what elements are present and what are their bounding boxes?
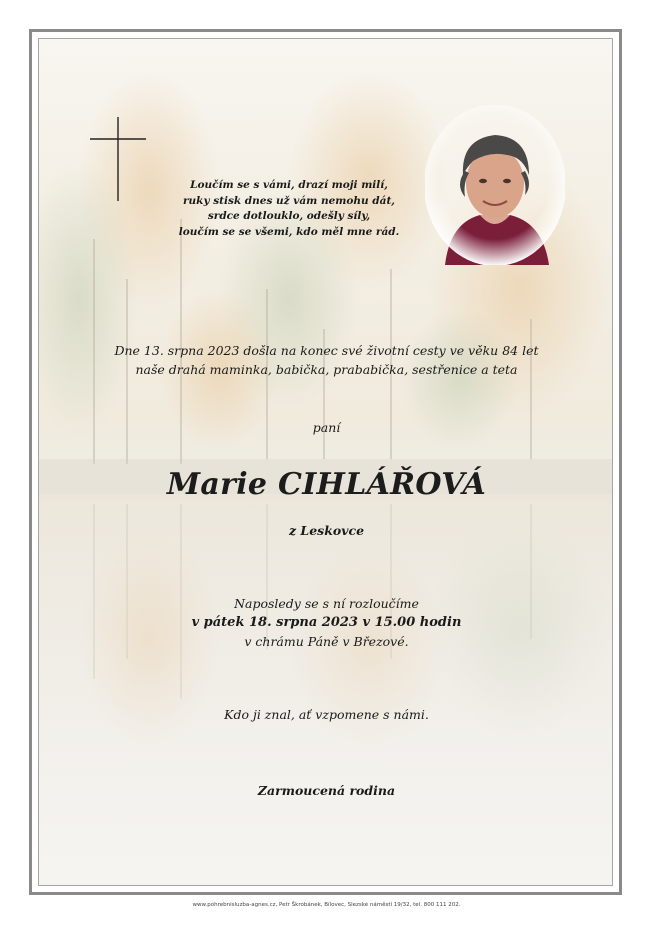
- funeral-service-footer: www.pohrebnisluzba-agnes.cz, Petr Škrobánek, Bílovec, Slezské náměstí 19/32, tel. 800 111 202.: [192, 902, 461, 908]
- ceremony-info: [39, 594, 613, 651]
- portrait-photo: [425, 105, 565, 265]
- farewell-poem: [159, 178, 419, 240]
- deceased-name: Marie CIHLÁŘOVÁ: [166, 467, 487, 502]
- death-announcement: [39, 341, 613, 379]
- parte-card: [38, 38, 613, 886]
- deceased-origin: z Leskovce: [288, 523, 365, 538]
- poem-line: Loučím se s vámi, drazí moji milí,: [190, 179, 388, 191]
- ceremony-intro: Naposledy se s ní rozloučíme: [234, 596, 419, 611]
- ceremony-place: v chrámu Páně v Březové.: [244, 634, 409, 649]
- cross-icon: [90, 117, 146, 201]
- poem-line: loučím se se všemi, kdo měl mne rád.: [178, 225, 400, 238]
- announcement-line: Dne 13. srpna 2023 došla na konec své životní cesty ve věku 84 let: [114, 343, 539, 358]
- honorific: paní: [312, 420, 341, 435]
- ceremony-datetime: v pátek 18. srpna 2023 v 15.00 hodin: [191, 615, 462, 630]
- poem-line: srdce dotlouklo, odešly síly,: [207, 210, 371, 222]
- family-signature: Zarmoucená rodina: [257, 783, 396, 798]
- remembrance-text: Kdo ji znal, ať vzpomene s námi.: [224, 707, 429, 722]
- announcement-line: naše drahá maminka, babička, prababička, sestřenice a teta: [135, 362, 518, 377]
- poem-line: ruky stisk dnes už vám nemohu dát,: [183, 194, 395, 207]
